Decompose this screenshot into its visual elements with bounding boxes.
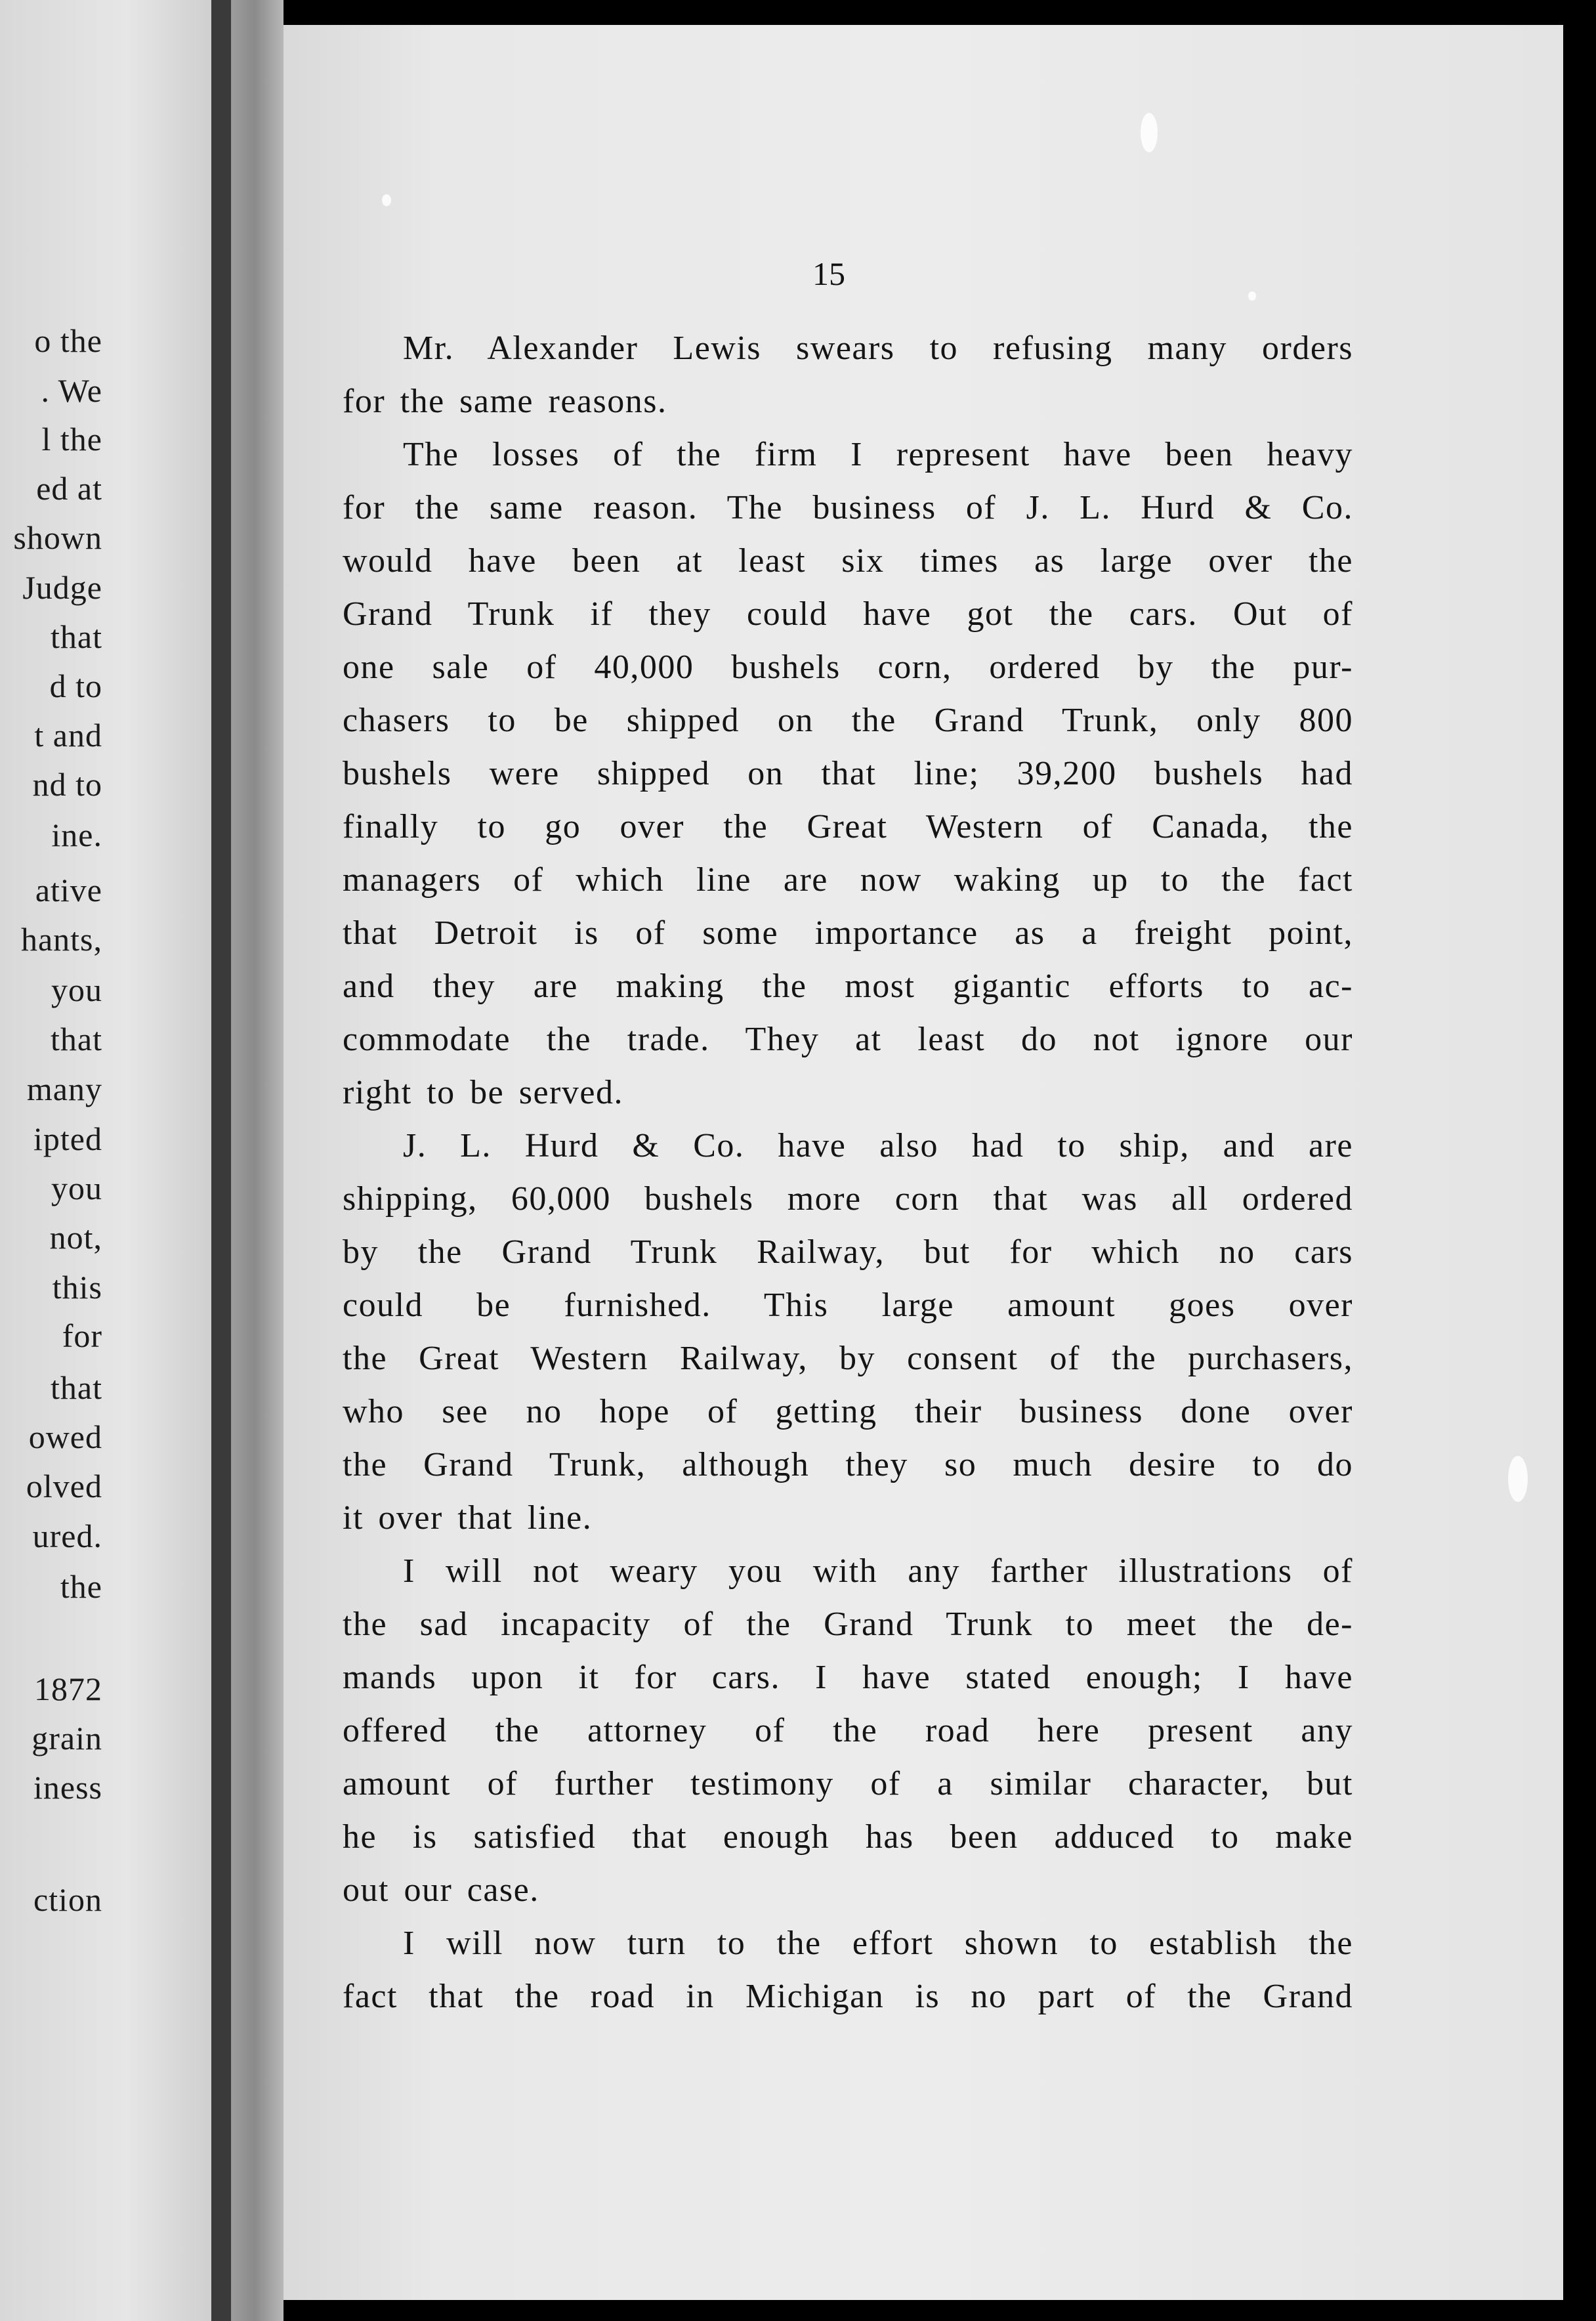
- left-page-text-fragments: [0, 0, 211, 2321]
- text-line: The losses of the firm I represent have been heavy: [403, 436, 1353, 473]
- text-line: for the same reason. The business of J. L. Hurd & Co.: [343, 489, 1353, 526]
- text-line: the sad incapacity of the Grand Trunk to meet the de-: [343, 1606, 1353, 1643]
- text-line: out our case.: [343, 1871, 539, 1909]
- left-page-fragment: shown: [13, 519, 102, 556]
- text-line: that Detroit is of some importance as a freight point,: [343, 914, 1353, 952]
- text-line: amount of further testimony of a similar character, but: [343, 1765, 1353, 1802]
- text-line: managers of which line are now waking up to the fact: [343, 861, 1353, 899]
- body-text: [343, 322, 1353, 2023]
- left-page-fragment: t and: [34, 717, 102, 754]
- text-line: shipping, 60,000 bushels more corn that was all ordered: [343, 1180, 1353, 1218]
- left-page-fragment: l the: [41, 421, 102, 458]
- paragraph: [343, 322, 1353, 428]
- left-page-fragment: nd to: [32, 766, 102, 803]
- text-line: mands upon it for cars. I have stated enough; I have: [343, 1659, 1353, 1696]
- text-line: fact that the road in Michigan is no part of the Grand: [343, 1978, 1353, 2015]
- text-line: J. L. Hurd & Co. have also had to ship, and are: [403, 1127, 1353, 1164]
- left-page-fragment: hants,: [20, 921, 102, 958]
- scan-speck: [1248, 291, 1256, 301]
- text-line: one sale of 40,000 bushels corn, ordered by the pur-: [343, 649, 1353, 686]
- text-line: Grand Trunk if they could have got the cars. Out of: [343, 595, 1353, 633]
- left-page-fragment: this: [52, 1269, 102, 1306]
- left-page-fragment: d to: [49, 668, 102, 704]
- left-page-fragment: that: [51, 618, 102, 655]
- paragraph: [343, 1119, 1353, 1544]
- text-line: bushels were shipped on that line; 39,200 bushels had: [343, 755, 1353, 792]
- text-line: commodate the trade. They at least do not ignore our: [343, 1021, 1353, 1058]
- text-line: he is satisfied that enough has been adduced to make: [343, 1818, 1353, 1856]
- left-page-fragment: not,: [49, 1219, 102, 1256]
- left-page-fragment: 1872: [34, 1671, 102, 1707]
- text-line: I will not weary you with any farther illustrations of: [403, 1552, 1353, 1590]
- left-page-fragment: you: [51, 971, 102, 1008]
- left-facing-page: [0, 0, 211, 2321]
- paragraph: [343, 1544, 1353, 1917]
- gutter-shadow: [211, 0, 231, 2321]
- text-line: and they are making the most gigantic efforts to ac-: [343, 968, 1353, 1005]
- left-page-fragment: many: [26, 1071, 102, 1107]
- left-page-fragment: grain: [32, 1720, 102, 1757]
- left-page-fragment: that: [51, 1021, 102, 1057]
- paragraph: [343, 428, 1353, 1119]
- left-page-fragment: ipted: [33, 1120, 102, 1157]
- left-page-fragment: you: [51, 1170, 102, 1206]
- left-page-fragment: the: [60, 1568, 102, 1605]
- paragraph: [343, 1917, 1353, 2023]
- left-page-fragment: ine.: [51, 817, 102, 853]
- text-line: who see no hope of getting their business done over: [343, 1393, 1353, 1430]
- text-line: it over that line.: [343, 1499, 593, 1537]
- text-line: I will now turn to the effort shown to establish the: [403, 1925, 1353, 1962]
- text-line: Mr. Alexander Lewis swears to refusing many orders: [403, 330, 1353, 367]
- text-line: by the Grand Trunk Railway, but for which no cars: [343, 1233, 1353, 1271]
- left-page-fragment: ction: [33, 1881, 102, 1918]
- scan-speck: [1141, 113, 1158, 152]
- text-line: for the same reasons.: [343, 383, 667, 420]
- text-line: right to be served.: [343, 1074, 623, 1111]
- text-line: chasers to be shipped on the Grand Trunk, only 800: [343, 702, 1353, 739]
- text-line: would have been at least six times as large over the: [343, 542, 1353, 580]
- left-page-fragment: ed at: [36, 470, 102, 507]
- left-page-fragment: . We: [41, 372, 102, 409]
- left-page-fragment: o the: [34, 322, 102, 359]
- text-line: finally to go over the Great Western of Canada, the: [343, 808, 1353, 845]
- left-page-fragment: Judge: [22, 569, 102, 606]
- left-page-fragment: ative: [35, 872, 102, 908]
- scan-speck: [1508, 1456, 1528, 1502]
- left-page-fragment: olved: [26, 1468, 102, 1504]
- scan-speck: [382, 194, 391, 206]
- left-page-fragment: for: [62, 1317, 102, 1354]
- page-number: 15: [812, 255, 845, 292]
- text-line: the Great Western Railway, by consent of the purchasers,: [343, 1340, 1353, 1377]
- text-line: offered the attorney of the road here present any: [343, 1712, 1353, 1749]
- left-page-fragment: owed: [28, 1418, 102, 1455]
- left-page-fragment: that: [51, 1369, 102, 1406]
- text-line: the Grand Trunk, although they so much desire to do: [343, 1446, 1353, 1483]
- left-page-fragment: ured.: [32, 1518, 102, 1554]
- left-page-fragment: iness: [33, 1769, 102, 1806]
- text-line: could be furnished. This large amount goes over: [343, 1287, 1353, 1324]
